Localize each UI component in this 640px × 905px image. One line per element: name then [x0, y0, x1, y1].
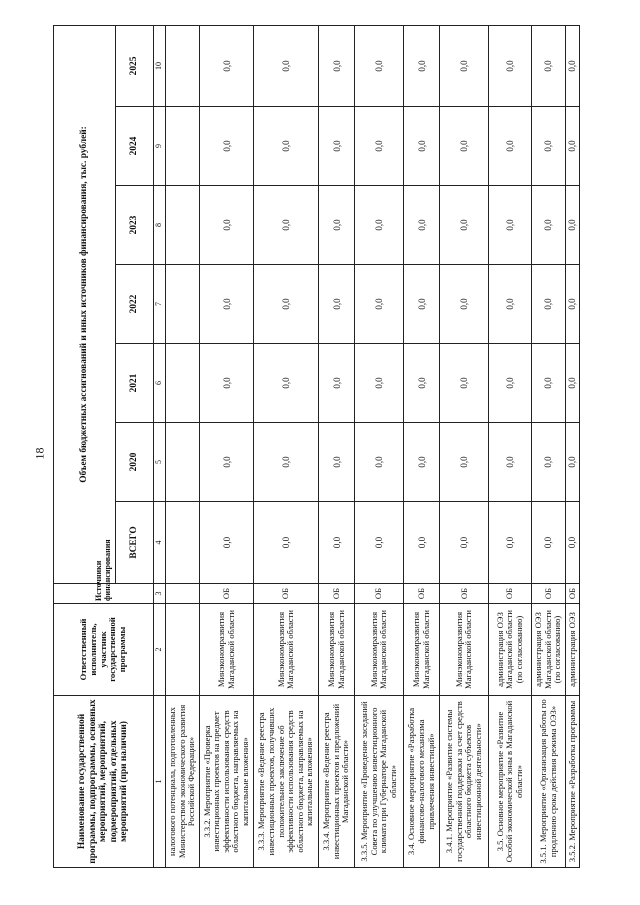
row-value: 0,0 — [440, 107, 489, 186]
row-source: ОБ — [532, 584, 566, 604]
row-value — [166, 107, 200, 186]
row-name: 3.3.4. Мероприятие «Ведение реестра инвестиционных проектов и предложений Магаданской области» — [319, 696, 355, 868]
row-value: 0,0 — [532, 25, 566, 106]
row-executor: Минэкономразвития Магаданской области — [440, 604, 489, 696]
row-source: ОБ — [489, 584, 532, 604]
column-number: 4 — [154, 502, 166, 584]
row-source: ОБ — [355, 584, 404, 604]
row-value: 0,0 — [565, 423, 579, 502]
row-value: 0,0 — [565, 502, 579, 584]
row-name: 3.3.2. Мероприятие «Проверка инвестиционных проектов на предмет эффективности использования средств областного бюджета, направляемых на капитальные вложения» — [199, 696, 253, 868]
row-executor: Минэкономразвития Магаданской области — [254, 604, 319, 696]
row-value — [166, 344, 200, 423]
column-number: 3 — [154, 584, 166, 604]
row-value: 0,0 — [254, 107, 319, 186]
table-row — [404, 25, 440, 867]
row-value: 0,0 — [254, 186, 319, 265]
row-value: 0,0 — [199, 25, 253, 106]
row-value: 0,0 — [199, 344, 253, 423]
row-name: 3.3.3. Мероприятие «Ведение реестра инвестиционных проектов, получивших положительное заключение об эффективности использования средств областного бюджета, направляемых на капитальные вложения» — [254, 696, 319, 868]
row-value: 0,0 — [319, 107, 355, 186]
row-value — [166, 265, 200, 344]
row-source: ОБ — [440, 584, 489, 604]
row-value — [166, 186, 200, 265]
column-number: 7 — [154, 265, 166, 344]
row-value: 0,0 — [440, 423, 489, 502]
table-row — [199, 25, 253, 867]
header-year: 2024 — [116, 107, 154, 186]
row-value: 0,0 — [404, 265, 440, 344]
row-name: 3.3.5. Мероприятие «Проведение заседаний Совета по улучшению инвестиционного климата при Губернаторе Магаданской области» — [355, 696, 404, 868]
column-number-row — [154, 25, 166, 867]
row-name: 3.4.1. Мероприятие «Развитие системы государственной поддержки за счет средств областного бюджета субъектов инвестиционной деятельности» — [440, 696, 489, 868]
row-value: 0,0 — [532, 344, 566, 423]
table-row — [532, 25, 566, 867]
row-value: 0,0 — [355, 344, 404, 423]
header-year: 2020 — [116, 423, 154, 502]
row-value: 0,0 — [532, 423, 566, 502]
row-value: 0,0 — [440, 265, 489, 344]
column-number: 9 — [154, 107, 166, 186]
row-executor: администрация ОЭЗ Магаданской области (по согласованию) — [532, 604, 566, 696]
column-number: 8 — [154, 186, 166, 265]
row-value: 0,0 — [319, 423, 355, 502]
row-value: 0,0 — [565, 25, 579, 106]
row-value: 0,0 — [489, 265, 532, 344]
row-value: 0,0 — [355, 502, 404, 584]
column-number: 10 — [154, 25, 166, 106]
header-executor: Ответственный исполнитель, участник государственной программы — [54, 604, 154, 696]
row-value: 0,0 — [199, 107, 253, 186]
row-value: 0,0 — [489, 344, 532, 423]
row-source: ОБ — [199, 584, 253, 604]
row-value: 0,0 — [440, 344, 489, 423]
header-name: Наименование государственной программы, подпрограммы, основных мероприятий, мероприятий, подмероприятий, отдельных мероприятий (при наличии) — [54, 696, 154, 868]
row-value: 0,0 — [440, 502, 489, 584]
row-value: 0,0 — [489, 423, 532, 502]
row-value: 0,0 — [254, 423, 319, 502]
row-value: 0,0 — [404, 502, 440, 584]
column-number: 5 — [154, 423, 166, 502]
table-body — [166, 25, 580, 867]
row-executor: Минэкономразвития Магаданской области — [404, 604, 440, 696]
header-year: 2022 — [116, 265, 154, 344]
row-value: 0,0 — [199, 265, 253, 344]
row-value: 0,0 — [254, 25, 319, 106]
row-value: 0,0 — [489, 502, 532, 584]
row-source: ОБ — [319, 584, 355, 604]
row-value: 0,0 — [254, 265, 319, 344]
row-executor: Минэкономразвития Магаданской области — [355, 604, 404, 696]
row-value: 0,0 — [199, 423, 253, 502]
row-value: 0,0 — [404, 186, 440, 265]
table-row — [440, 25, 489, 867]
row-value: 0,0 — [404, 344, 440, 423]
row-value: 0,0 — [565, 186, 579, 265]
financing-table — [53, 25, 580, 868]
row-value: 0,0 — [565, 107, 579, 186]
row-name: 3.5.2. Мероприятие «Разработка программы — [565, 696, 579, 868]
row-value: 0,0 — [532, 107, 566, 186]
row-value: 0,0 — [489, 186, 532, 265]
table-row — [319, 25, 355, 867]
header-year: 2021 — [116, 344, 154, 423]
table-row — [166, 25, 200, 867]
column-number: 1 — [154, 696, 166, 868]
header-source: Источники финансирования — [54, 584, 154, 604]
row-executor — [166, 604, 200, 696]
row-value: 0,0 — [489, 25, 532, 106]
row-value — [166, 25, 200, 106]
row-name: 3.4. Основное мероприятие «Разработка финансово-налогового механизма привлечения инвестиций» — [404, 696, 440, 868]
header-financing: Объем бюджетных ассигнований и иных источников финансирования, тыс. рублей: — [54, 25, 116, 583]
table-row — [355, 25, 404, 867]
row-value: 0,0 — [319, 186, 355, 265]
row-executor: Минэкономразвития Магаданской области — [319, 604, 355, 696]
row-value: 0,0 — [404, 107, 440, 186]
row-source: ОБ — [404, 584, 440, 604]
row-executor: администрация ОЭЗ Магаданской области (по согласованию) — [489, 604, 532, 696]
header-year: 2025 — [116, 25, 154, 106]
row-value — [166, 423, 200, 502]
row-value: 0,0 — [199, 502, 253, 584]
row-value: 0,0 — [565, 344, 579, 423]
row-name: налогового потенциала, подготовленных Министерством экономического развития Российской Федерации» — [166, 696, 200, 868]
row-source: ОБ — [254, 584, 319, 604]
row-value: 0,0 — [254, 344, 319, 423]
row-name: 3.5. Основное мероприятие «Развитие Особой экономической зоны в Магаданской области» — [489, 696, 532, 868]
row-executor: Минэкономразвития Магаданской области — [199, 604, 253, 696]
row-name: 3.5.1. Мероприятие «Организация работы по продлению срока действия режима ОЭЗ» — [532, 696, 566, 868]
row-value: 0,0 — [404, 25, 440, 106]
table-row — [565, 25, 579, 867]
row-value: 0,0 — [254, 502, 319, 584]
row-value: 0,0 — [532, 186, 566, 265]
header-total: ВСЕГО — [116, 502, 154, 584]
row-value: 0,0 — [489, 107, 532, 186]
row-executor: администрация ОЭЗ — [565, 604, 579, 696]
column-number: 6 — [154, 344, 166, 423]
column-number: 2 — [154, 604, 166, 696]
row-value: 0,0 — [199, 186, 253, 265]
row-value: 0,0 — [319, 344, 355, 423]
row-source — [166, 584, 200, 604]
row-value: 0,0 — [565, 265, 579, 344]
row-value: 0,0 — [319, 265, 355, 344]
row-value: 0,0 — [532, 265, 566, 344]
row-value — [166, 502, 200, 584]
row-value: 0,0 — [319, 25, 355, 106]
page-number: 18 — [32, 447, 47, 460]
row-value: 0,0 — [319, 502, 355, 584]
table-row — [254, 25, 319, 867]
row-source: ОБ — [565, 584, 579, 604]
row-value: 0,0 — [532, 502, 566, 584]
row-value: 0,0 — [355, 186, 404, 265]
row-value: 0,0 — [440, 25, 489, 106]
row-value: 0,0 — [440, 186, 489, 265]
rotated-table-wrapper — [53, 26, 580, 868]
row-value: 0,0 — [404, 423, 440, 502]
row-value: 0,0 — [355, 265, 404, 344]
row-value: 0,0 — [355, 107, 404, 186]
row-value: 0,0 — [355, 423, 404, 502]
table-row — [489, 25, 532, 867]
header-year: 2023 — [116, 186, 154, 265]
row-value: 0,0 — [355, 25, 404, 106]
